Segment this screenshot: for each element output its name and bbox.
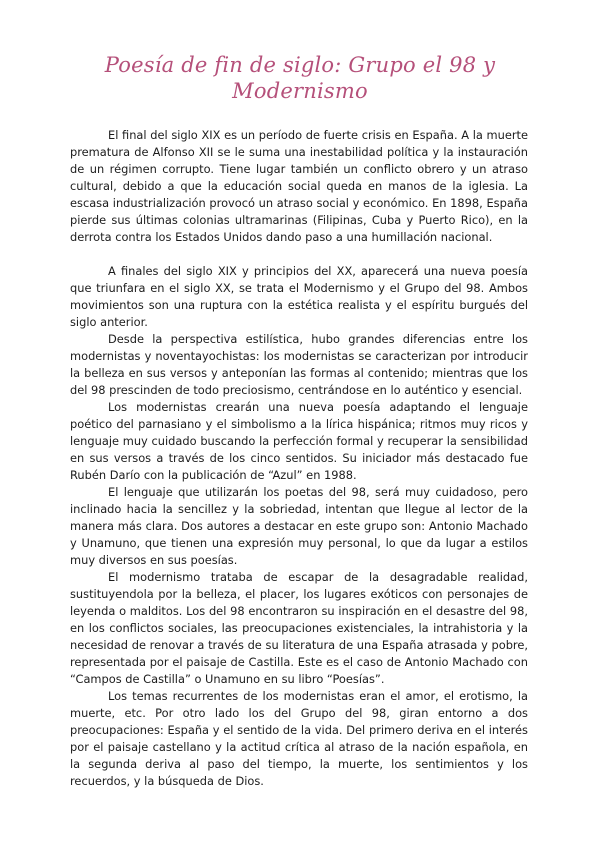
paragraph-themes-escape: El modernismo trataba de escapar de la desagradable realidad, sustituyendola por la belleza, el placer, los lugares exóticos con personajes de leyenda o malditos. Los del 98 encontraron su inspiración en el desastre del 98, en los conflictos sociales, las preocupaciones existenciales, la intrahistoria y la necesidad de renovar a través de su literatura de una España atrasada y pobre, representada por el paisaje de Castilla. Este es el caso de Antonio Machado con “Campos de Castilla” o Unamuno en su libro “Poesías”. xyxy=(70,570,528,686)
paragraph-stylistic-differences: Desde la perspectiva estilística, hubo grandes diferencias entre los modernistas y noventayochistas: los modernistas se caracterizan por introducir la belleza en sus versos y anteponían las formas al contenido; mientras que los del 98 prescinden de todo preciosismo, centrándose en lo auténtico y esencial. xyxy=(70,332,528,397)
paragraph-generation-98-language: El lenguaje que utilizarán los poetas del 98, será muy cuidadoso, pero inclinado hacia la sencillez y la sobriedad, intentan que llegue al lector de la manera más clara. Dos autores a destacar en este grupo son: Antonio Machado y Unamuno, que tienen una expresión muy personal, lo que da lugar a estilos muy diversos en sus poesías. xyxy=(70,485,528,567)
document-body xyxy=(70,127,528,790)
paragraph-recurring-themes: Los temas recurrentes de los modernistas eran el amor, el erotismo, la muerte, etc. Por otro lado los del Grupo del 98, giran entorno a dos preocupaciones: España y el sentido de la vida. Del primero deriva en el interés por el paisaje castellano y la actitud crítica al atraso de la nación española, en la segunda deriva al paso del tiempo, la muerte, los sentimientos y los recuerdos, y la búsqueda de Dios. xyxy=(70,689,528,788)
paragraph-historical-context: El final del siglo XIX es un período de fuerte crisis en España. A la muerte prematura de Alfonso XII se le suma una inestabilidad política y la instauración de un régimen corrupto. Tiene lugar también un conflicto obrero y un atraso cultural, debido a que la educación social queda en manos de la iglesia. La escasa industrialización provocó un atraso social y económico. En 1898, España pierde sus últimas colonias ultramarinas (Filipinas, Cuba y Puerto Rico), en la derrota contra los Estados Unidos dando paso a una humillación nacional. xyxy=(70,128,528,244)
page-title: Poesía de fin de siglo: Grupo el 98 y Modernismo xyxy=(104,53,496,103)
paragraph-new-poetry: A finales del siglo XIX y principios del XX, aparecerá una nueva poesía que triunfara en el siglo XX, se trata el Modernismo y el Grupo del 98. Ambos movimientos son una ruptura con la estética realista y el espíritu burgués del siglo anterior. xyxy=(70,264,528,329)
paragraph-modernists: Los modernistas crearán una nueva poesía adaptando el lenguaje poético del parnasiano y el simbolismo a la lírica hispánica; ritmos muy ricos y lenguaje muy cuidado buscando la perfección formal y recuperar la sensibilidad en sus versos a través de los cinco sentidos. Su iniciador más destacado fue Rubén Darío con la publicación de “Azul” en 1988. xyxy=(70,400,528,482)
